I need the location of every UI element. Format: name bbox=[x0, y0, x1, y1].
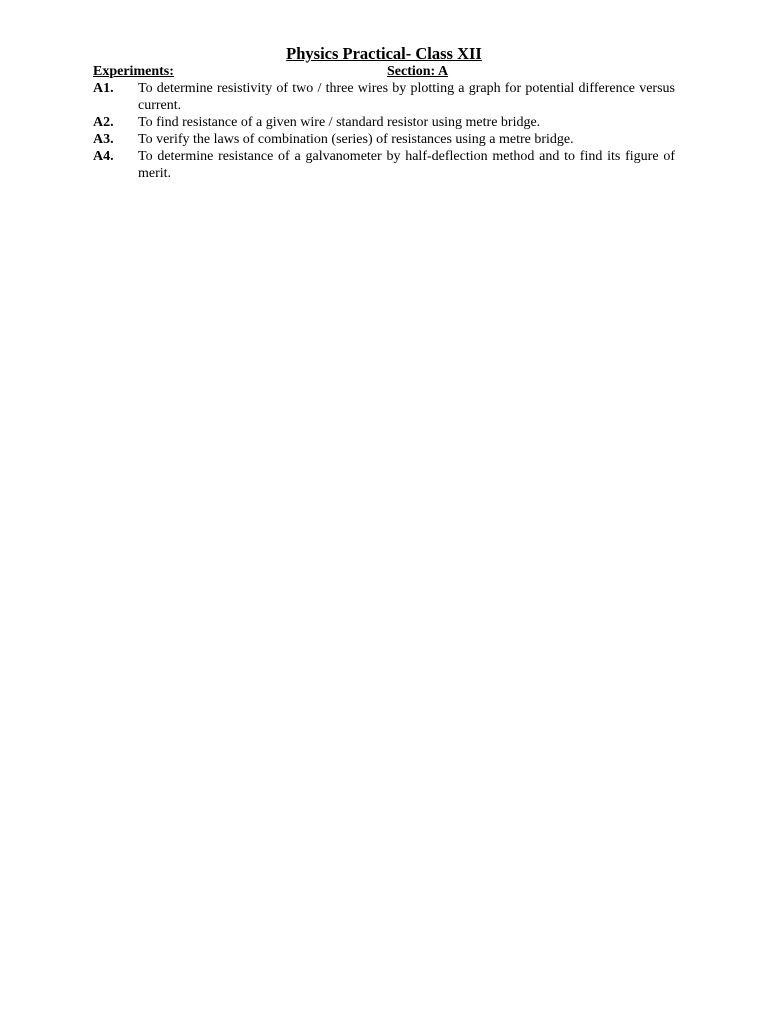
list-item bbox=[93, 80, 675, 114]
item-text: To find resistance of a given wire / standard resistor using metre bridge. bbox=[138, 115, 541, 130]
page-title: Physics Practical- Class XII bbox=[286, 44, 482, 63]
list-item bbox=[93, 114, 675, 131]
item-number: A4. bbox=[93, 149, 114, 164]
list-item bbox=[93, 148, 675, 182]
item-number: A1. bbox=[93, 81, 114, 96]
section-heading: Section: A bbox=[387, 64, 449, 79]
experiments-heading: Experiments: bbox=[93, 64, 174, 79]
item-number: A2. bbox=[93, 115, 114, 130]
item-text: To determine resistivity of two / three wires by plotting a graph for potential difference versus current. bbox=[138, 81, 675, 113]
experiment-list bbox=[93, 80, 675, 182]
item-text: To determine resistance of a galvanometer by half-deflection method and to find its figure of merit. bbox=[138, 149, 675, 181]
list-item bbox=[93, 131, 675, 148]
item-number: A3. bbox=[93, 132, 114, 147]
item-text: To verify the laws of combination (series) of resistances using a metre bridge. bbox=[138, 132, 574, 147]
